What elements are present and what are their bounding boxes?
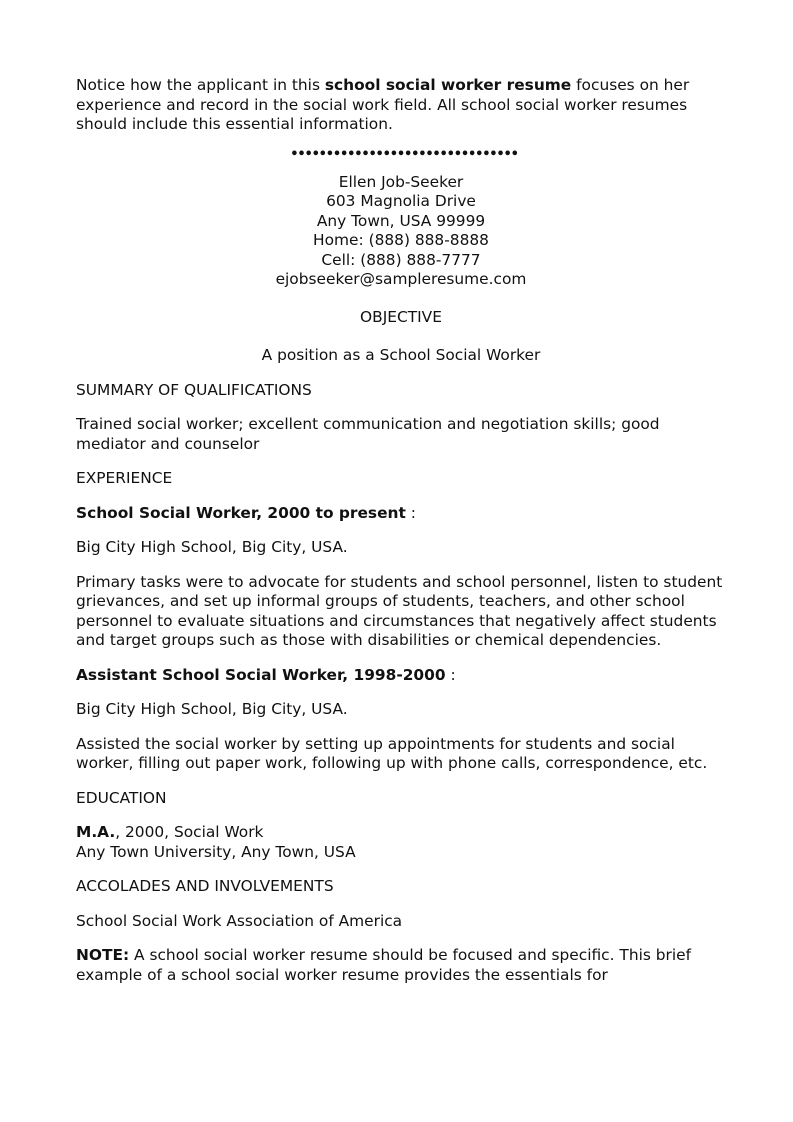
job-title-text: Assistant School Social Worker, 1998-2000 <box>76 665 446 684</box>
education-heading: EDUCATION <box>76 788 167 807</box>
job-title-colon: : <box>445 665 456 684</box>
education-entry <box>76 823 726 862</box>
job-title <box>76 666 726 686</box>
job-employer: Big City High School, Big City, USA. <box>76 700 348 718</box>
job-employer: Big City High School, Big City, USA. <box>76 538 348 556</box>
experience-heading: EXPERIENCE <box>76 469 173 487</box>
job-description: Primary tasks were to advocate for students and school personnel, listen to student grievances, and set up informal groups of students, teachers, and other school personnel to evaluate situations and circumstances that negatively affect students and target groups such as those with disabilities or chemical dependencies. <box>76 572 723 649</box>
accolades-text: School Social Work Association of America <box>76 911 403 930</box>
job-description: Assisted the social worker by setting up appointments for students and social worker, filling out paper work, following up with phone calls, correspondence, etc. <box>76 734 708 772</box>
contact-cell-phone: Cell: (888) 888-7777 <box>321 250 481 269</box>
note-text: A school social worker resume should be focused and specific. This brief example of a school social worker resume provides the essentials for <box>76 946 692 984</box>
contact-name: Ellen Job-Seeker <box>338 172 464 191</box>
contact-block <box>76 173 726 290</box>
accolades-heading: ACCOLADES AND INVOLVEMENTS <box>76 877 334 895</box>
contact-city: Any Town, USA 99999 <box>316 211 486 230</box>
contact-home-phone: Home: (888) 888-8888 <box>313 231 489 249</box>
objective-text: A position as a School Social Worker <box>261 346 541 364</box>
summary-text: Trained social worker; excellent communication and negotiation skills; good mediator and counselor <box>76 415 660 453</box>
contact-email: ejobseeker@sampleresume.com <box>275 270 527 288</box>
objective-heading: OBJECTIVE <box>360 307 442 326</box>
dotted-divider: •••••••••••••••••••••••••••••••• <box>290 146 518 162</box>
note-label: NOTE: <box>76 946 130 964</box>
education-degree-line <box>76 823 726 843</box>
contact-address: 603 Magnolia Drive <box>326 192 476 210</box>
intro-bold-term: school social worker resume <box>324 76 572 94</box>
summary-heading: SUMMARY OF QUALIFICATIONS <box>76 380 312 399</box>
education-degree-details: , 2000, Social Work <box>115 823 264 841</box>
intro-prefix: Notice how the applicant in this <box>76 76 325 94</box>
note-paragraph <box>76 946 726 985</box>
job-title <box>76 504 726 524</box>
education-degree: M.A. <box>76 823 116 841</box>
job-title-text: School Social Worker, 2000 to present <box>76 503 406 522</box>
intro-suffix: focuses on her experience and record in the social work field. All school social worker resumes should include this essential information. <box>76 76 690 133</box>
education-school: Any Town University, Any Town, USA <box>76 842 356 861</box>
job-title-colon: : <box>405 503 416 522</box>
resume-page <box>76 76 726 985</box>
intro-paragraph <box>76 76 726 135</box>
